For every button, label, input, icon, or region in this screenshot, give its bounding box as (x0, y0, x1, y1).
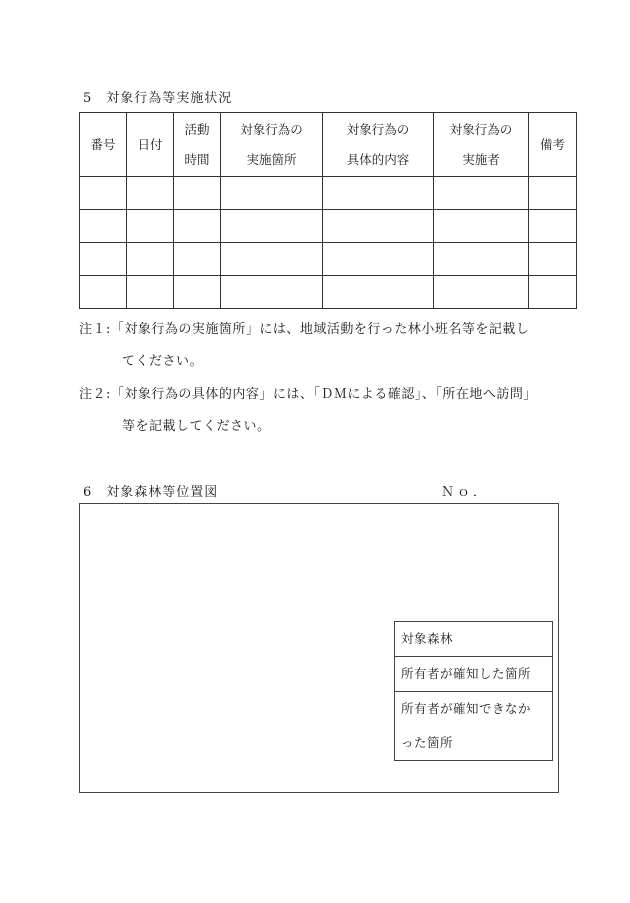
table-cell[interactable] (434, 276, 529, 309)
table-cell[interactable] (529, 210, 577, 243)
section6-heading: 6 対象森林等位置図 (83, 485, 219, 500)
table-cell[interactable] (221, 276, 323, 309)
table-cell[interactable] (80, 210, 127, 243)
table-cell[interactable] (80, 276, 127, 309)
table-cell[interactable] (127, 210, 174, 243)
col-header-activity-time: 活動 時間 (174, 113, 221, 177)
table-cell[interactable] (323, 210, 434, 243)
table-row (80, 210, 577, 243)
table-cell[interactable] (434, 177, 529, 210)
table-cell[interactable] (174, 210, 221, 243)
table-cell[interactable] (127, 177, 174, 210)
table-cell[interactable] (323, 177, 434, 210)
legend-item-target-forest (395, 622, 553, 657)
table-cell[interactable] (434, 243, 529, 276)
col-header-details: 対象行為の 具体的内容 (323, 113, 434, 177)
note-2-line1: 注２:「対象行為の具体的内容」には、「ＤＭによる確認」、「所在地へ訪問」 (79, 387, 537, 402)
legend-item-unconfirmed (395, 692, 553, 761)
table-cell[interactable] (127, 276, 174, 309)
table-row (80, 243, 577, 276)
table-cell[interactable] (529, 276, 577, 309)
legend-label: 所有者が確知した箇所 (395, 657, 553, 692)
table-cell[interactable] (80, 243, 127, 276)
col-header-number: 番号 (80, 113, 127, 177)
legend-item-confirmed (395, 657, 553, 692)
table-cell[interactable] (529, 243, 577, 276)
table-cell[interactable] (174, 177, 221, 210)
col-header-performer: 対象行為の 実施者 (434, 113, 529, 177)
table-cell[interactable] (221, 210, 323, 243)
note-1-line1: 注１:「対象行為の実施箇所」には、地域活動を行った林小班名等を記載し (79, 322, 530, 337)
col-header-remarks: 備考 (529, 113, 577, 177)
table-cell[interactable] (127, 243, 174, 276)
table-cell[interactable] (434, 210, 529, 243)
map-number-label: Ｎｏ． (441, 485, 490, 500)
table-cell[interactable] (174, 276, 221, 309)
table-cell[interactable] (80, 177, 127, 210)
col-header-location: 対象行為の 実施箇所 (221, 113, 323, 177)
section5-heading: 5 対象行為等実施状況 (83, 91, 233, 106)
col-header-date: 日付 (127, 113, 174, 177)
implementation-status-table (79, 112, 577, 309)
table-cell[interactable] (174, 243, 221, 276)
table-cell[interactable] (323, 243, 434, 276)
table-row (80, 276, 577, 309)
map-legend (394, 621, 553, 761)
table-cell[interactable] (529, 177, 577, 210)
note-2-line2: 等を記載してください。 (122, 419, 271, 434)
table-header-row (80, 113, 577, 177)
table-row (80, 177, 577, 210)
legend-label: 対象森林 (395, 622, 553, 657)
note-1-line2: てください。 (122, 354, 204, 369)
table-cell[interactable] (221, 177, 323, 210)
legend-label: 所有者が確知できなか った箇所 (395, 692, 553, 761)
table-cell[interactable] (221, 243, 323, 276)
table-cell[interactable] (323, 276, 434, 309)
